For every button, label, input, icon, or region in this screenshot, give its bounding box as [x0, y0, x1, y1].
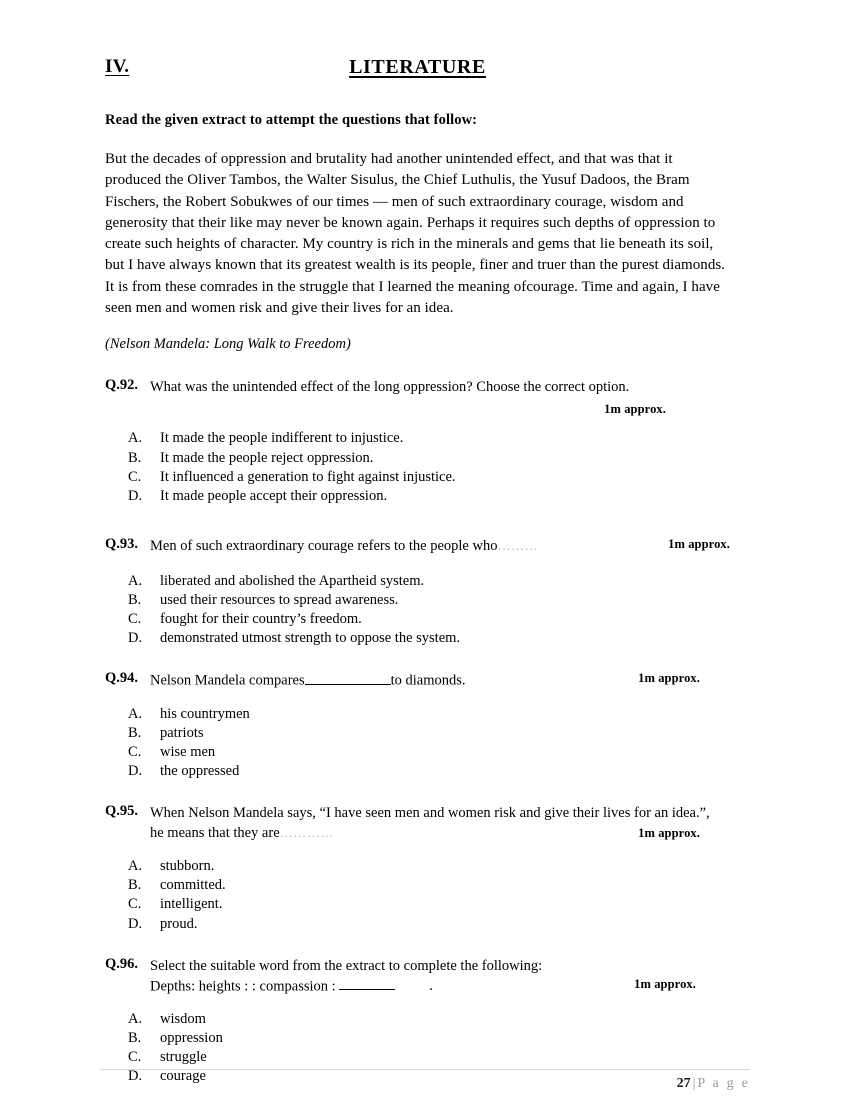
option-text: fought for their country’s freedom. — [160, 611, 362, 628]
question-block-93 — [105, 536, 730, 649]
answer-blank-underline[interactable] — [305, 670, 391, 684]
page-content — [105, 56, 730, 1087]
marks-label: 1m approx. — [638, 825, 700, 840]
option-text: It made the people indifferent to injustice. — [160, 430, 404, 447]
option-item[interactable] — [128, 1048, 730, 1067]
analogy-text-after: . — [429, 978, 433, 995]
footer-page-indicator — [100, 1076, 750, 1092]
option-text: oppression — [160, 1030, 223, 1047]
option-item[interactable] — [128, 1010, 730, 1029]
option-letter: A. — [128, 1011, 143, 1028]
option-item[interactable] — [128, 487, 730, 506]
section-title-text: LITERATURE — [349, 56, 486, 78]
question-text: When Nelson Mandela says, “I have seen men and women risk and give their lives for an idea.”, he means that they are — [150, 805, 710, 842]
question-body — [150, 956, 730, 996]
footer-page-word: P a g e — [697, 1076, 750, 1091]
option-text: proud. — [160, 915, 198, 932]
question-row — [105, 536, 730, 556]
option-text: struggle — [160, 1049, 207, 1066]
question-text: What was the unintended effect of the long oppression? Choose the correct option. — [150, 379, 630, 396]
option-text: It influenced a generation to fight against injustice. — [160, 468, 456, 485]
options-list — [128, 429, 730, 506]
answer-blank-underline[interactable] — [339, 976, 395, 990]
option-letter: B. — [128, 724, 142, 741]
marks-label: 1m approx. — [668, 536, 730, 551]
option-item[interactable] — [128, 895, 730, 914]
section-number: IV. — [105, 56, 130, 77]
question-block-96 — [105, 956, 730, 1087]
question-block-92 — [105, 377, 730, 506]
options-list — [128, 705, 730, 782]
option-letter: C. — [128, 1049, 142, 1066]
option-text: intelligent. — [160, 896, 223, 913]
instruction-text: Read the given extract to attempt the questions that follow: — [105, 112, 478, 128]
option-item[interactable] — [128, 705, 730, 724]
extract-attribution: (Nelson Mandela: Long Walk to Freedom) — [105, 336, 351, 353]
question-line-1: Select the suitable word from the extract to complete the following: — [150, 957, 543, 974]
option-text: demonstrated utmost strength to oppose the system. — [160, 630, 461, 647]
question-label: Q.96. — [105, 955, 139, 972]
option-text: courage — [160, 1068, 206, 1085]
question-body — [150, 803, 730, 843]
question-label: Q.93. — [105, 535, 139, 552]
question-block-95 — [105, 803, 730, 934]
option-text: patriots — [160, 724, 204, 741]
option-item[interactable] — [128, 429, 730, 448]
footer-divider — [100, 1069, 750, 1070]
option-letter: D. — [128, 763, 143, 780]
option-letter: B. — [128, 877, 142, 894]
question-text-after: to diamonds. — [390, 672, 466, 689]
answer-blank-dots[interactable]: ……… — [497, 537, 539, 553]
page-title — [105, 56, 730, 79]
option-item[interactable] — [128, 1029, 730, 1048]
page-footer — [100, 1069, 750, 1092]
option-item[interactable] — [128, 629, 730, 648]
option-item[interactable] — [128, 572, 730, 591]
option-text: wise men — [160, 743, 216, 760]
footer-page-number: 27 — [676, 1076, 691, 1091]
option-letter: C. — [128, 896, 142, 913]
options-list — [128, 572, 730, 649]
question-text: Men of such extraordinary courage refers to the people who — [150, 537, 498, 554]
option-item[interactable] — [128, 857, 730, 876]
option-letter: D. — [128, 915, 143, 932]
question-row — [105, 670, 730, 690]
option-item[interactable] — [128, 743, 730, 762]
option-letter: A. — [128, 858, 143, 875]
option-letter: A. — [128, 572, 143, 589]
marks-label: 1m approx. — [634, 976, 696, 991]
option-item[interactable] — [128, 724, 730, 743]
option-text: liberated and abolished the Apartheid system. — [160, 572, 425, 589]
option-item[interactable] — [128, 610, 730, 629]
option-letter: D. — [128, 487, 143, 504]
option-letter: C. — [128, 611, 142, 628]
question-row — [105, 956, 730, 996]
option-letter: C. — [128, 468, 142, 485]
option-letter: B. — [128, 1030, 142, 1047]
marks-label: 1m approx. — [604, 402, 666, 417]
question-label: Q.92. — [105, 377, 139, 394]
option-letter: A. — [128, 705, 143, 722]
option-text: the oppressed — [160, 763, 240, 780]
option-item[interactable] — [128, 591, 730, 610]
analogy-text-before: Depths: heights : : compassion : — [150, 978, 340, 995]
answer-blank-dots[interactable]: ………… — [279, 825, 335, 841]
option-item[interactable] — [128, 915, 730, 934]
option-item[interactable] — [128, 876, 730, 895]
question-body — [150, 377, 730, 419]
option-text: It made people accept their oppression. — [160, 487, 388, 504]
option-text: wisdom — [160, 1011, 206, 1028]
option-letter: C. — [128, 743, 142, 760]
page-header — [105, 56, 730, 90]
option-letter: B. — [128, 449, 142, 466]
option-letter: D. — [128, 630, 143, 647]
option-text: used their resources to spread awareness. — [160, 592, 399, 608]
question-row — [105, 803, 730, 843]
option-item[interactable] — [128, 449, 730, 468]
extract-passage: But the decades of oppression and brutality had another unintended effect, and that was that it produced the Oliver Tambos, the Walter Sisulus, the Chief Luthulis, the Yusuf Dadoos, the Bram Fischers, the Robert Sobukwes of our times — men of such extraordinary courage, wisdom and generosity that their like may never be known again. Perhaps it requires such depths of oppression to create such heights of character. My country is rich in the minerals and gems that lie beneath its soil, but I have always known that its greatest wealth is its people, finer and truer than the purest diamonds. It is from these comrades in the struggle that I learned the meaning ofcourage. Time and again, I have seen men and women risk and give their lives for an idea. — [105, 151, 726, 317]
question-body — [150, 536, 730, 556]
option-letter: D. — [128, 1068, 143, 1085]
question-row — [105, 377, 730, 419]
question-body — [150, 670, 730, 690]
option-item[interactable] — [128, 468, 730, 487]
question-label: Q.95. — [105, 803, 139, 820]
option-text: It made the people reject oppression. — [160, 449, 374, 466]
option-text: his countrymen — [160, 705, 250, 722]
question-text-before: Nelson Mandela compares — [150, 672, 305, 689]
question-label: Q.94. — [105, 670, 139, 687]
option-letter: B. — [128, 592, 142, 608]
question-block-94 — [105, 670, 730, 781]
option-text: stubborn. — [160, 858, 215, 875]
options-list — [128, 857, 730, 934]
option-item[interactable] — [128, 762, 730, 781]
question-line-2 — [150, 976, 726, 996]
option-letter: A. — [128, 430, 143, 447]
marks-label: 1m approx. — [638, 671, 700, 686]
footer-separator: | — [692, 1076, 696, 1091]
option-text: committed. — [160, 877, 226, 894]
